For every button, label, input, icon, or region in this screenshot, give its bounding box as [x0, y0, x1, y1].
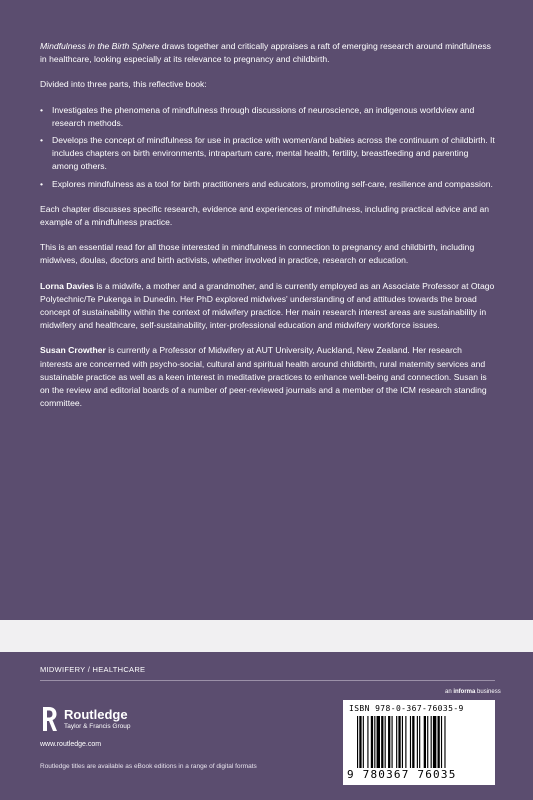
barcode-bar: [363, 716, 364, 768]
publisher-group: Taylor & Francis Group: [64, 723, 131, 730]
parts-intro: Divided into three parts, this reflective book:: [40, 79, 207, 90]
chapter-paragraph: Each chapter discusses specific research, evidence and experiences of mindfulness, including practical advice and an example of a mindfulness practice.: [40, 203, 490, 228]
barcode-bar: [388, 716, 390, 768]
blurb: [40, 40, 495, 422]
barcode-bar: [441, 716, 442, 768]
barcode-bar: [371, 716, 373, 768]
bullet-text: Explores mindfulness as a tool for birth practitioners and educators, promoting self-care, resilience and compassion.: [52, 178, 493, 189]
barcode-bar: [427, 716, 428, 768]
bullet-text: Investigates the phenomena of mindfulness through discussions of neuroscience, an indigenous worldview and research methods.: [52, 104, 475, 128]
category-label: MIDWIFERY / HEALTHCARE: [40, 665, 146, 674]
intro-text: draws together and critically appraises a raft of emerging research around mindfulness in healthcare, looking especially at its relevance to pregnancy and childbirth.: [40, 41, 491, 65]
barcode-bar: [433, 716, 436, 768]
isbn-barcode: [343, 700, 495, 785]
author-bio-text: is currently a Professor of Midwifery at AUT University, Auckland, New Zealand. Her research interests are concerned with psycho-social, cultural and spiritual health around childbirth, rural maternity services and sustainable practice as well as a keen interest in meditative practices to enhance well-being and connection. Susan is on the review and editorial boards of a number of peer-reviewed journals and a member of the ICM research standing committee.: [40, 345, 487, 409]
barcode-bar: [410, 716, 411, 768]
barcode-bar: [412, 716, 414, 768]
barcode-bar: [417, 716, 418, 768]
divider: [40, 680, 495, 681]
author-bio: [40, 280, 495, 333]
author-name: Susan Crowther: [40, 345, 106, 356]
barcode-bar: [438, 716, 440, 768]
author-bio: [40, 344, 495, 410]
essential-paragraph: This is an essential read for all those interested in mindfulness in connection to pregnancy and childbirth, including midwives, doulas, doctors and birth activists, whether involved in practice, research or education.: [40, 242, 475, 266]
author-bio-text: is a midwife, a mother and a grandmother, and is currently employed as an Associate Professor at Otago Polytechnic/Te Pukenga in Dunedin. Her PhD explored midwives' understanding of and attitudes towards the broad concept of sustainability within the context of midwifery practice. Her main research interest areas are sustainability in midwifery and healthcare, self-sustainability, inter-professional education and midwifery workforce issues.: [40, 280, 495, 331]
barcode-bar: [444, 716, 445, 768]
light-band: [0, 620, 533, 652]
routledge-logo-icon: [40, 705, 58, 733]
bullet-icon: •: [40, 104, 44, 115]
intro-paragraph: [40, 40, 495, 66]
publisher-website: www.routledge.com: [40, 741, 102, 748]
barcode-bar: [377, 716, 380, 768]
ebook-note: Routledge titles are available as eBook editions in a range of digital formats: [40, 763, 257, 770]
bullet-text: Develops the concept of mindfulness for use in practice with women/and babies across the continuum of childbirth. It includes chapters on birth environments, intrapartum care, mental health, fertility, breastfeeding and parenting among others.: [52, 135, 495, 172]
author-name: Lorna Davies: [40, 280, 94, 291]
list-item: [40, 178, 495, 191]
barcode-bar: [396, 716, 397, 768]
barcode-bar: [431, 716, 432, 768]
publisher-name: Routledge: [64, 707, 128, 722]
barcode-bar: [357, 716, 358, 768]
barcode-bar: [381, 716, 383, 768]
barcode-bars: [357, 716, 481, 768]
informa-prefix: an: [445, 689, 454, 695]
list-item: [40, 104, 495, 130]
barcode-bar: [398, 716, 400, 768]
bullet-icon: •: [40, 135, 44, 146]
barcode-bar: [367, 716, 368, 768]
barcode-digits: 9 780367 76035: [347, 768, 457, 781]
barcode-bar: [424, 716, 426, 768]
barcode-bar: [385, 716, 386, 768]
barcode-bar: [405, 716, 406, 768]
informa-label: [445, 689, 501, 695]
informa-suffix: business: [475, 689, 501, 695]
barcode-bar: [374, 716, 375, 768]
list-item: [40, 134, 495, 174]
barcode-bar: [359, 716, 361, 768]
barcode-bar: [402, 716, 403, 768]
publisher-logo: [64, 708, 130, 730]
barcode-bar: [392, 716, 393, 768]
barcode-bar: [419, 716, 420, 768]
book-title: Mindfulness in the Birth Sphere: [40, 41, 160, 51]
bullet-icon: •: [40, 178, 44, 189]
informa-brand: informa: [453, 689, 476, 695]
isbn-text: ISBN 978-0-367-76035-9: [349, 704, 464, 713]
bullet-list: [40, 104, 495, 191]
